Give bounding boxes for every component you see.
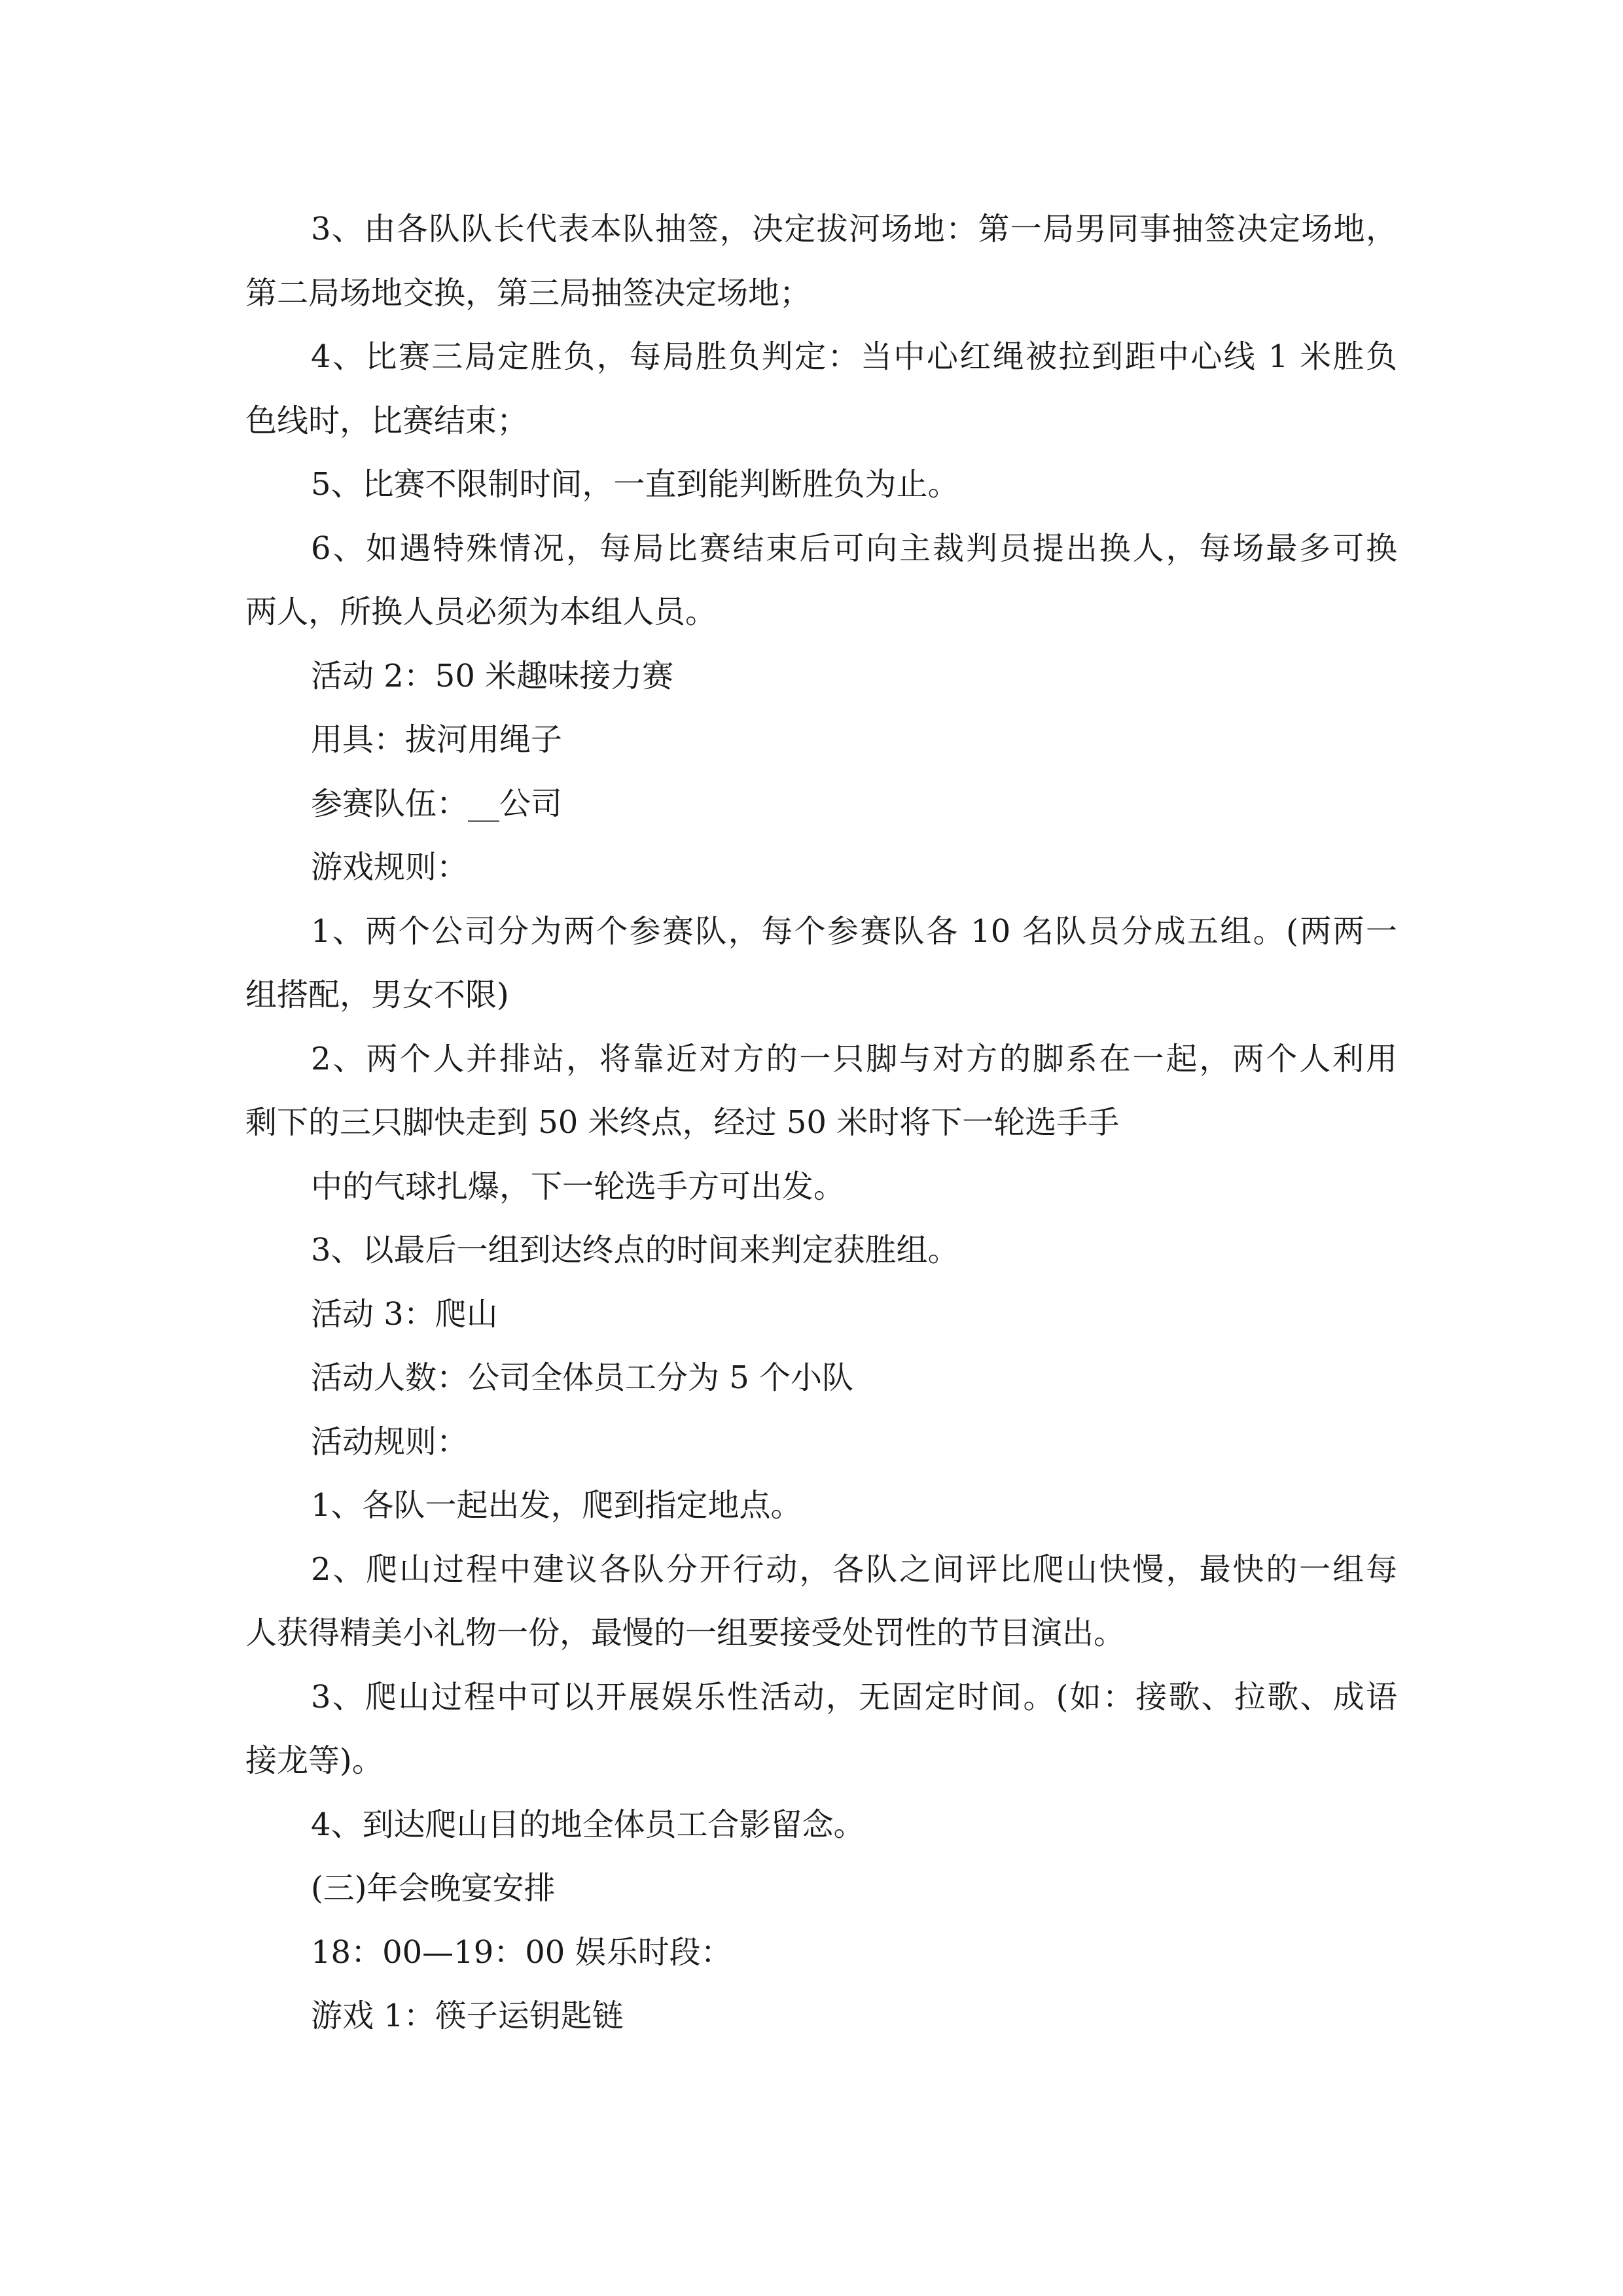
- text-line: 6、如遇特殊情况，每局比赛结束后可向主裁判员提出换人，每场最多可换: [311, 529, 1397, 567]
- text-line: 1、各队一起出发，爬到指定地点。: [311, 1487, 802, 1524]
- text-line: 组搭配，男女不限): [245, 977, 509, 1013]
- text-line: 2、爬山过程中建议各队分开行动，各队之间评比爬山快慢，最快的一组每: [311, 1551, 1397, 1588]
- text-line: 3、爬山过程中可以开展娱乐性活动，无固定时间。(如：接歌、拉歌、成语: [311, 1678, 1397, 1715]
- text-line: 接龙等)。: [245, 1742, 383, 1779]
- text-line: 3、由各队队长代表本队抽签，决定拔河场地：第一局男同事抽签决定场地，: [311, 211, 1397, 247]
- text-line: 1、两个公司分为两个参赛队，每个参赛队各 10 名队员分成五组。(两两一: [311, 912, 1397, 950]
- text-line: 2、两个人并排站，将靠近对方的一只脚与对方的脚系在一起，两个人利用: [311, 1040, 1397, 1077]
- text-line: 参赛队伍：__公司: [311, 785, 563, 822]
- activity-heading: 活动 2：50 米趣味接力赛: [311, 657, 674, 694]
- text-line: 人获得精美小礼物一份，最慢的一组要接受处罚性的节目演出。: [245, 1615, 1126, 1651]
- text-line: 第二局场地交换，第三局抽签决定场地；: [245, 274, 812, 312]
- text-line: 4、到达爬山目的地全体员工合影留念。: [311, 1806, 865, 1843]
- text-line: 4、比赛三局定胜负，每局胜负判定：当中心红绳被拉到距中心线 1 米胜负: [311, 338, 1397, 375]
- text-line: 5、比赛不限制时间，一直到能判断胜负为止。: [311, 466, 959, 503]
- section-heading: (三)年会晚宴安排: [311, 1870, 556, 1907]
- text-line: 活动规则：: [311, 1423, 469, 1460]
- text-line: 3、以最后一组到达终点的时间来判定获胜组。: [311, 1232, 959, 1268]
- text-line: 中的气球扎爆，下一轮选手方可出发。: [311, 1168, 846, 1205]
- text-line: 游戏规则：: [311, 849, 469, 886]
- activity-heading: 活动 3：爬山: [311, 1295, 498, 1333]
- text-line: 色线时，比赛结束；: [245, 402, 529, 439]
- text-line: 游戏 1：筷子运钥匙链: [311, 1998, 624, 2034]
- text-line: 活动人数：公司全体员工分为 5 个小队: [311, 1359, 854, 1396]
- text-line: 用具：拔河用绳子: [311, 721, 563, 758]
- text-line: 18：00—19：00 娱乐时段：: [311, 1933, 732, 1971]
- text-line: 两人，所换人员必须为本组人员。: [245, 594, 717, 630]
- text-line: 剩下的三只脚快走到 50 米终点，经过 50 米时将下一轮选手手: [245, 1104, 1120, 1141]
- document-body: [245, 198, 1397, 2049]
